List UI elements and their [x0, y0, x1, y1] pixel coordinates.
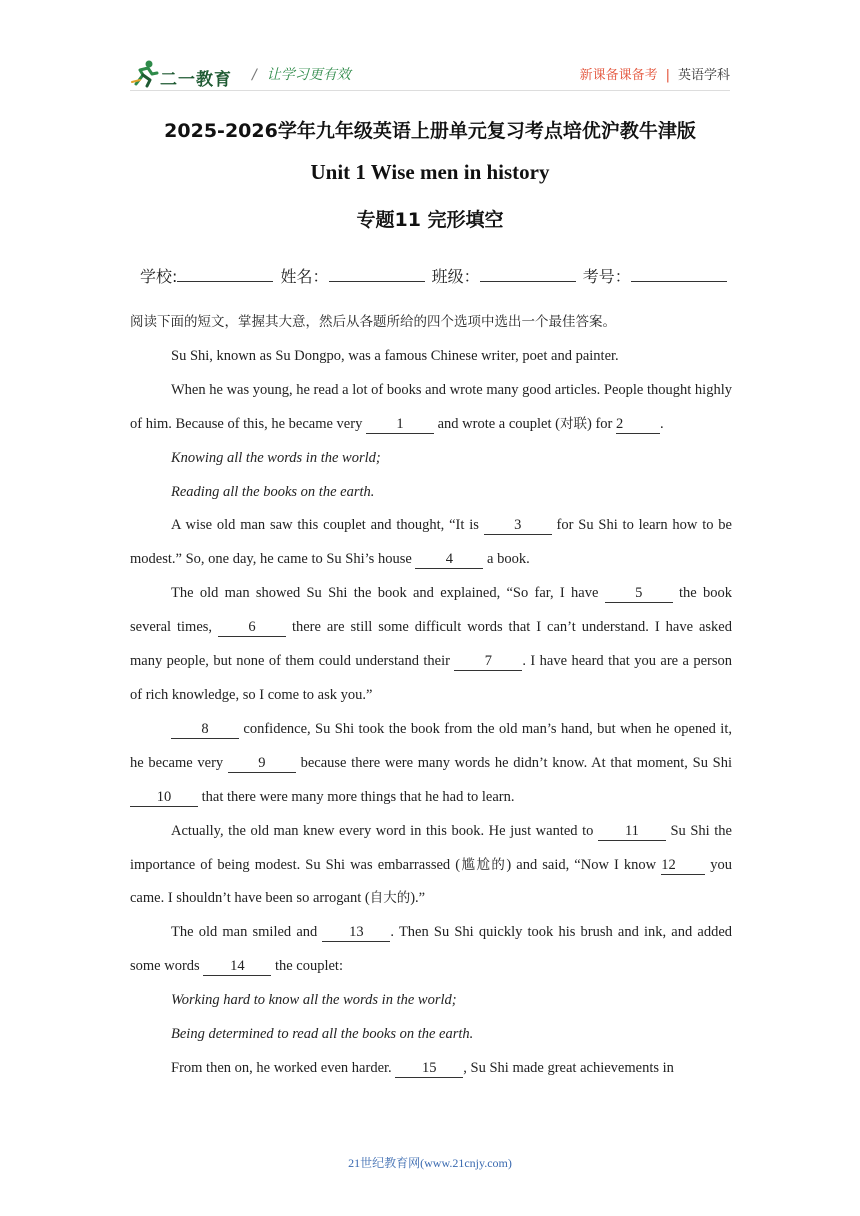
paragraph-5 [130, 713, 732, 815]
logo [130, 58, 240, 90]
school-label: 学校: [140, 267, 178, 286]
paragraph-4 [130, 577, 732, 713]
text: ) for [586, 415, 616, 432]
text: The old man smiled and [171, 924, 323, 941]
exam-number-label: 考号： [582, 267, 631, 286]
topic-title: 专题11 完形填空 [356, 209, 504, 231]
name-field[interactable] [329, 267, 425, 282]
blank-10[interactable]: 10 [130, 788, 198, 807]
paragraph-8 [130, 1052, 732, 1086]
blank-12[interactable]: 12 [661, 856, 705, 875]
paragraph-7 [130, 916, 732, 984]
blank-4[interactable]: 4 [415, 550, 483, 569]
school-field[interactable] [177, 267, 273, 282]
runner-logo-icon [130, 58, 160, 88]
text: the book several times, [130, 585, 732, 636]
blank-7[interactable]: 7 [454, 652, 522, 671]
text: the couplet: [271, 958, 343, 975]
slogan-text: 让学习更有效 [266, 67, 351, 83]
couplet-line-2: Reading all the books on the earth. [171, 483, 375, 500]
header-course-label: 新课备课备考 [579, 68, 658, 83]
blank-1[interactable]: 1 [366, 415, 434, 434]
unit-title: Unit 1 Wise men in history [310, 160, 550, 184]
text: for Su Shi to learn how to be modest.” So, one day, he came to Su Shi’s house [130, 517, 732, 568]
blank-14[interactable]: 14 [203, 957, 271, 976]
blank-3[interactable]: 3 [484, 516, 552, 535]
blank-11[interactable]: 11 [598, 822, 666, 841]
paragraph-3 [130, 509, 732, 577]
footer-source[interactable]: 21世纪教育网(www.21cnjy.com) [348, 1156, 512, 1170]
chinese-gloss: 自大的 [369, 890, 411, 907]
text: and wrote a couplet ( [433, 415, 560, 432]
text: A wise old man saw this couplet and thought, “It is [171, 517, 484, 534]
blank-9[interactable]: 9 [228, 754, 296, 773]
text: that there were many more things that he had to learn. [198, 788, 515, 805]
text: ).” [410, 890, 426, 907]
class-label: 班级： [431, 267, 480, 286]
text: ) and said, “Now I know [506, 856, 662, 873]
slogan-slash: / [252, 67, 257, 83]
header-subject [580, 64, 730, 83]
page-header [130, 58, 730, 92]
instructions: 阅读下面的短文，掌握其大意，然后从各题所给的四个选项中选出一个最佳答案。 [130, 314, 616, 330]
text: . [659, 415, 664, 432]
class-field[interactable] [480, 267, 576, 282]
name-label: 姓名： [280, 267, 329, 286]
header-separator: | [665, 68, 670, 83]
text: Su Shi the importance of being modest. Su Shi was embarrassed ( [130, 822, 732, 873]
student-info-row [140, 264, 729, 287]
text: Actually, the old man knew every word in this book. He just wanted to [171, 822, 598, 839]
blank-5[interactable]: 5 [605, 584, 673, 603]
paragraph-2 [130, 374, 732, 442]
header-subject-label: 英语学科 [677, 68, 730, 83]
document-title: 2025-2026学年九年级英语上册单元复习考点培优沪教牛津版 [164, 120, 696, 142]
slogan [252, 64, 351, 84]
text: , Su Shi made great achievements in [463, 1059, 674, 1076]
text: confidence, Su Shi took the book from the old man’s hand, but when he opened it, he became very [130, 720, 732, 771]
header-divider [130, 90, 730, 91]
text: From then on, he worked even harder. [171, 1059, 396, 1076]
text: because there were many words he didn’t know. At that moment, Su Shi [295, 754, 732, 771]
couplet-line-1: Knowing all the words in the world; [171, 449, 381, 466]
text: When he was young, he read a lot of books and wrote many good articles. People thought highly of him. Because of this, he became very [130, 381, 732, 432]
blank-15[interactable]: 15 [395, 1059, 463, 1078]
text: The old man showed Su Shi the book and explained, “So far, I have [171, 585, 605, 602]
chinese-gloss: 尴尬的 [460, 856, 507, 873]
text: . Then Su Shi quickly took his brush and ink, and added some words [130, 924, 733, 975]
blank-13[interactable]: 13 [322, 923, 390, 942]
text: . I have heard that you are a person of rich knowledge, so I come to ask you.” [130, 653, 732, 703]
paragraph-6 [130, 815, 732, 917]
couplet-line-3: Working hard to know all the words in the world; [171, 992, 457, 1009]
paragraph-1: Su Shi, known as Su Dongpo, was a famous Chinese writer, poet and painter. [171, 347, 619, 364]
blank-2[interactable]: 2 [616, 415, 660, 434]
logo-text: 二一教育 [160, 70, 232, 90]
exam-number-field[interactable] [631, 267, 727, 282]
text: a book. [483, 551, 530, 568]
passage [130, 306, 732, 1086]
blank-6[interactable]: 6 [218, 618, 286, 637]
text: there are still some difficult words that I can’t understand. I have asked many people, but none of them could understand their [130, 619, 732, 670]
text: you came. I shouldn’t have been so arrogant ( [130, 856, 733, 907]
couplet-line-4: Being determined to read all the books on the earth. [171, 1026, 474, 1043]
blank-8[interactable]: 8 [171, 720, 239, 739]
chinese-gloss: 对联 [559, 415, 587, 432]
